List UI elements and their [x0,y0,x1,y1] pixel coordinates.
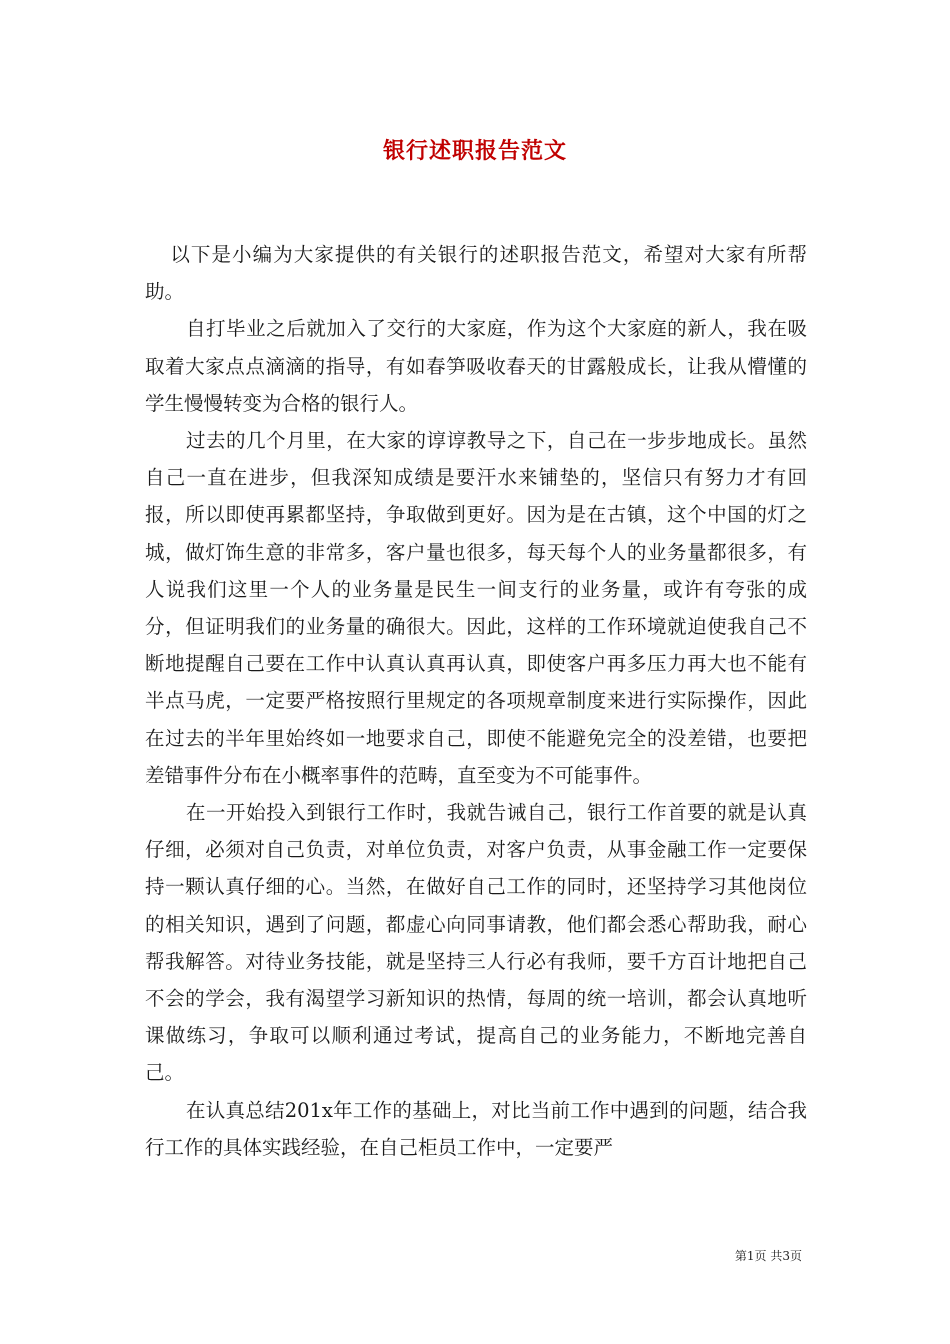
document-body [145,236,807,1166]
paragraph-joining: 自打毕业之后就加入了交行的大家庭，作为这个大家庭的新人，我在吸取着大家点点滴滴的指导，有如春笋吸收春天的甘露般成长，让我从懵懂的学生慢慢转变为合格的银行人。 [145,317,807,415]
document-title: 银行述职报告范文 [382,138,567,164]
paragraph-diligence: 在一开始投入到银行工作时，我就告诫自己，银行工作首要的就是认真仔细，必须对自己负责，对单位负责，对客户负责，从事金融工作一定要保持一颗认真仔细的心。当然，在做好自己工作的同时，还坚持学习其他岗位的相关知识，遇到了问题，都虚心向同事请教，他们都会悉心帮助我，耐心帮我解答。对待业务技能，就是坚持三人行必有我师，要千方百计地把自己不会的学会，我有渴望学习新知识的热情，每周的统一培训，都会认真地听课做练习，争取可以顺利通过考试，提高自己的业务能力，不断地完善自己。 [145,801,807,1085]
paragraph-summary: 在认真总结201x年工作的基础上，对比当前工作中遇到的问题，结合我行工作的具体实践经验，在自己柜员工作中，一定要严 [145,1098,807,1159]
paragraph-growth: 过去的几个月里，在大家的谆谆教导之下，自己在一步步地成长。虽然自己一直在进步，但我深知成绩是要汗水来铺垫的，坚信只有努力才有回报，所以即使再累都坚持，争取做到更好。因为是在古镇，这个中国的灯之城，做灯饰生意的非常多，客户量也很多，每天每个人的业务量都很多，有人说我们这里一个人的业务量是民生一间支行的业务量，或许有夸张的成分，但证明我们的业务量的确很大。因此，这样的工作环境就迫使我自己不断地提醒自己要在工作中认真认真再认真，即使客户再多压力再大也不能有半点马虎，一定要严格按照行里规定的各项规章制度来进行实际操作，因此在过去的半年里始终如一地要求自己，即使不能避免完全的没差错，也要把差错事件分布在小概率事件的范畴，直至变为不可能事件。 [145,429,807,787]
paragraph-intro: 以下是小编为大家提供的有关银行的述职报告范文，希望对大家有所帮助。 [145,243,807,304]
page-number: 第1页 共3页 [734,1249,802,1263]
